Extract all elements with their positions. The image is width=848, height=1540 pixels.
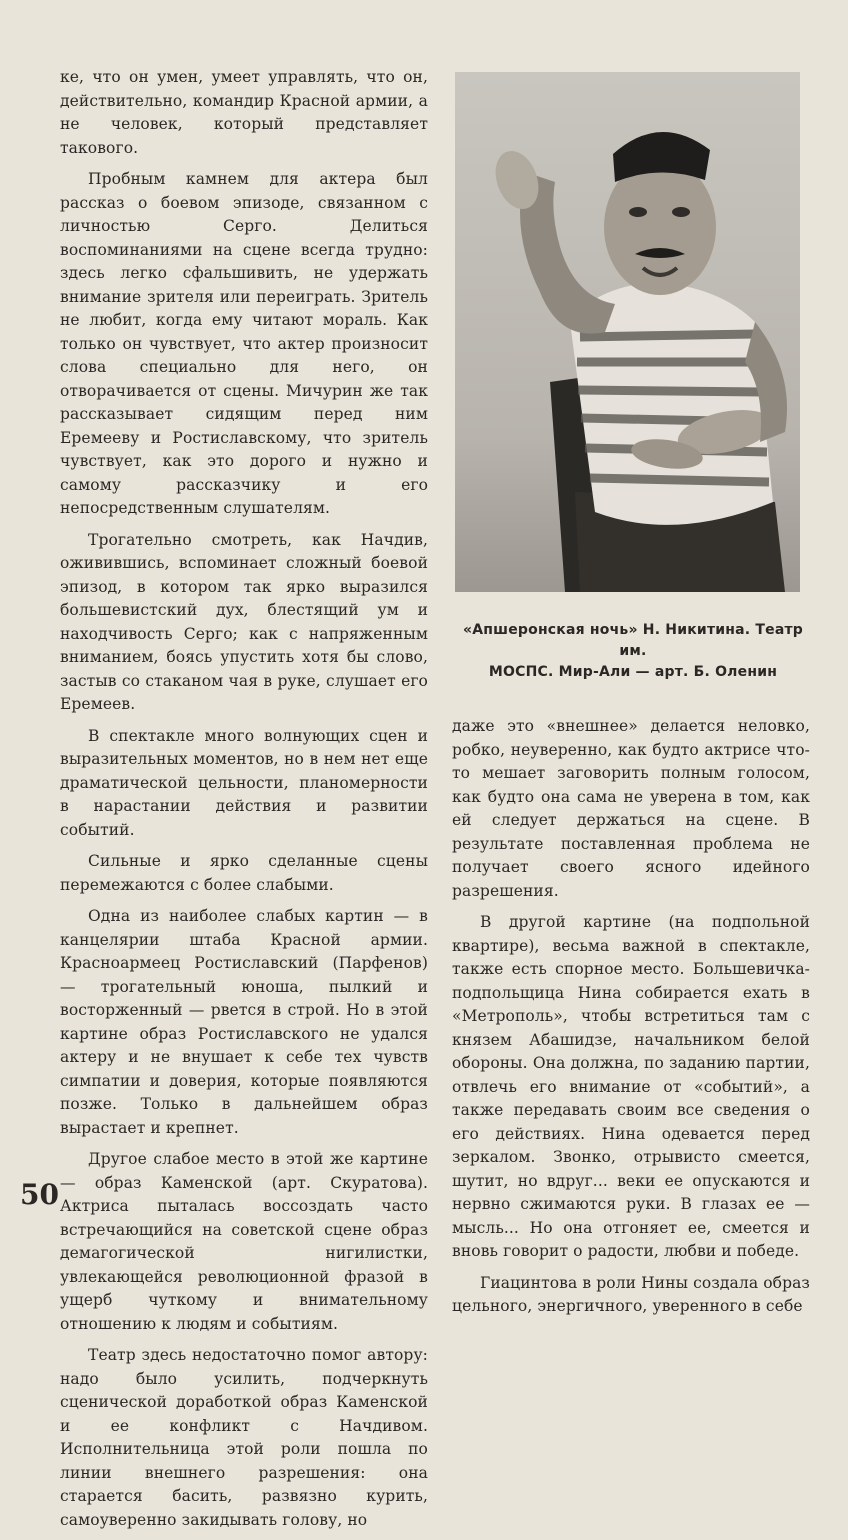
paragraph: Трогательно смотреть, как Начдив, оживившись, вспоминает сложный боевой эпизод, в котором так ярко выразился большевистский дух, блестящий ум и находчивость Серго; как с напряженным вниманием, боясь упустить хотя бы слово, застыв со стаканом чая в руке, слушает его Еремеев. [60, 530, 428, 713]
paragraph: ке, что он умен, умеет управлять, что он, действительно, командир Красной армии, а не человек, который представляет такового. [60, 68, 428, 157]
page-number: 50 [20, 1178, 59, 1211]
right-text-column [452, 715, 810, 1327]
paragraph: В спектакле много волнующих сцен и выразительных моментов, но в нем нет еще драматической цельности, планомерности в нарастании действия и развитии событий. [60, 726, 428, 839]
actor-photo [455, 72, 800, 592]
paragraph: Пробным камнем для актера был рассказ о боевом эпизоде, связанном с личностью Серго. Делиться воспоминаниями на сцене всегда трудно: здесь легко сфальшивить, не удержать внимание зрителя или переиграть. Зритель не любит, когда ему читают мораль. Как только он чувствует, что актер произносит слова специально для него, он отворачивается от сцены. Мичурин же так рассказывает сидящим перед ним Еремееву и Ростиславскому, что зритель чувствует, как это дорого и нужно и самому рассказчику и его непосредственным слушателям. [60, 170, 428, 517]
paragraph: даже это «внешнее» делается неловко, робко, неуверенно, как будто актрисе что-то мешает заговорить полным голосом, как будто она сама не уверена в том, как ей следует держаться на сцене. В результате поставленная проблема не получает своего ясного идейного разрешения. [452, 717, 810, 900]
paragraph: Театр здесь недостаточно помог автору: надо было усилить, подчеркнуть сценической доработкой образ Каменской и ее конфликт с Начдивом. Исполнительница этой роли пошла по линии внешнего разрешения: она старается басить, развязно курить, самоуверенно закидывать голову, но [60, 1346, 428, 1529]
caption-line: «Апшеронская ночь» Н. Никитина. Театр им. [462, 622, 804, 659]
paragraph: Другое слабое место в этой же картине — образ Каменской (арт. Скуратова). Актриса пыталась воссоздать часто встречающийся на советской сцене образ демагогической нигилистки, увлекающейся революционной фразой в ущерб чуткому и внимательному отношению к людям и событиям. [60, 1150, 428, 1333]
caption-line: МОСПС. Мир-Али — арт. Б. Оленин [488, 664, 778, 680]
paragraph: В другой картине (на подпольной квартире), весьма важной в спектакле, также есть спорное место. Большевичка-подпольщица Нина собирается ехать в «Метрополь», чтобы встретиться там с князем Абашидзе, начальником белой обороны. Она должна, по заданию партии, отвлечь его внимание от «событий», а также передавать своим все сведения о его действиях. Нина одевается перед зеркалом. Звонко, отрывисто смеется, шутит, но вдруг... веки ее опускаются и нервно сжимаются руки. В глазах ее — мысль... Но она отгоняет ее, смеется и вновь говорит о радости, любви и победе. [452, 913, 810, 1260]
paragraph: Сильные и ярко сделанные сцены перемежаются с более слабыми. [60, 852, 428, 894]
left-text-column [60, 66, 428, 1540]
paragraph: Одна из наиболее слабых картин — в канцелярии штаба Красной армии. Красноармеец Ростиславский (Парфенов) — трогательный юноша, пылкий и восторженный — рвется в строй. Но в этой картине образ Ростиславского не удался актеру и не внушает к себе тех чувств симпатии и доверия, которые появляются позже. Только в дальнейшем образ вырастает и крепнет. [60, 907, 428, 1137]
photo-caption [452, 620, 814, 683]
paragraph: Гиацинтова в роли Нины создала образ цельного, энергичного, уверенного в себе [452, 1273, 810, 1315]
